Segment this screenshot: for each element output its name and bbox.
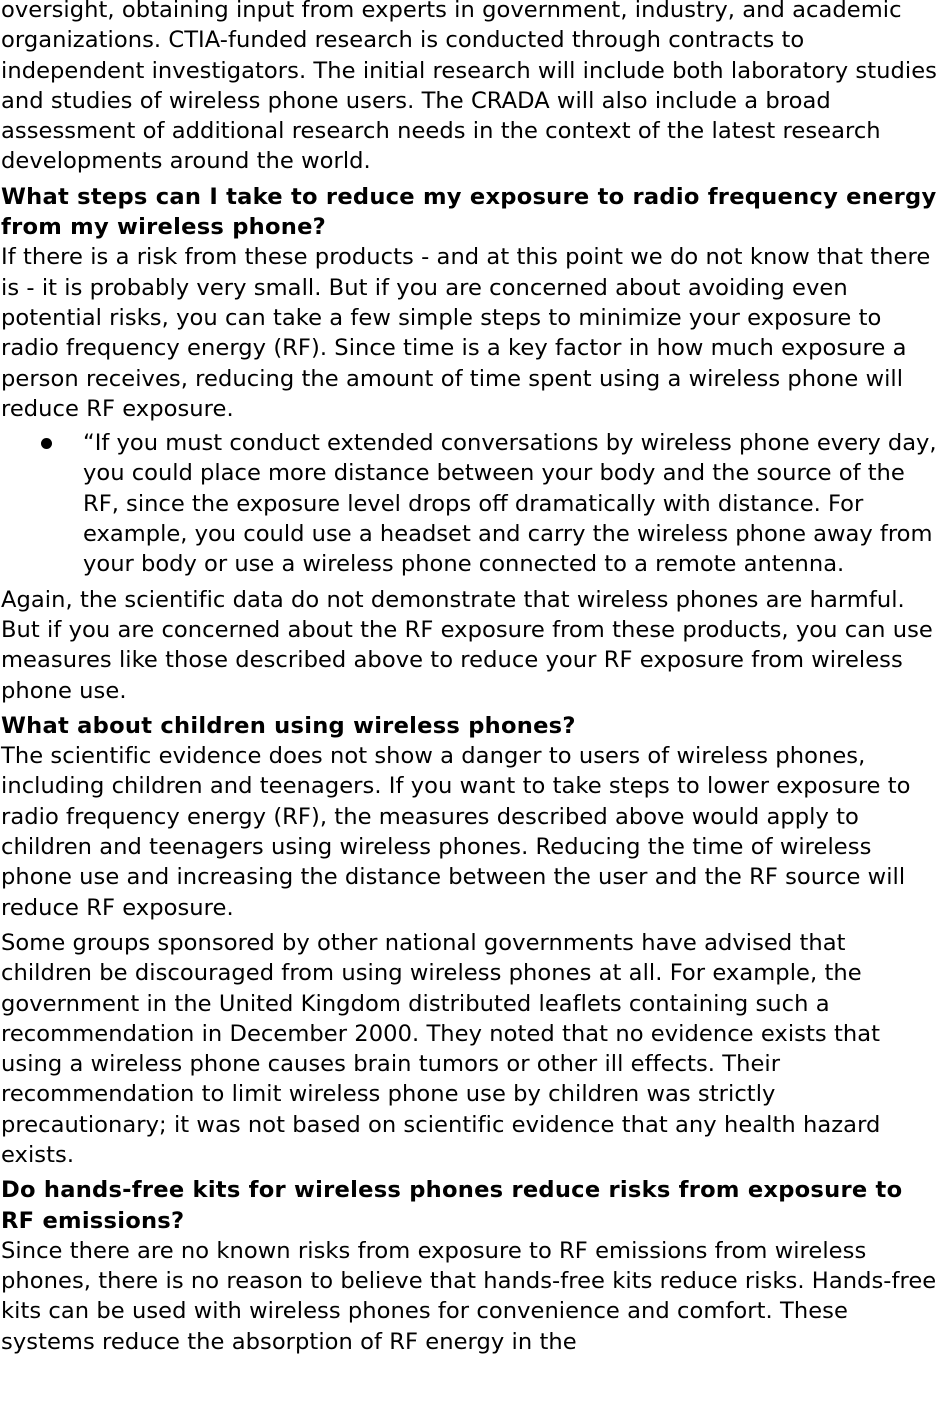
list-item-text: “If you must conduct extended conversations by wireless phone every day, you could place more distance between your body and the source of the RF, since the exposure level drops off dramatically with distance. For example, you could use a headset and carry the wireless phone away from your body or use a wireless phone connected to a remote antenna. [83, 430, 937, 578]
hands-free-paragraph: Since there are no known risks from exposure to RF emissions from wireless phones, there is no reason to believe that hands-free kits reduce risks. Hands-free kits can be used with wireless phones for convenience and comfort. These systems reduce the absorption of RF energy in the [1, 1237, 937, 1355]
children-paragraph-1: The scientific evidence does not show a danger to users of wireless phones, including children and teenagers. If you want to take steps to lower exposure to radio frequency energy (RF), the measures described above would apply to children and teenagers using wireless phones. Reducing the time of wireless phone use and increasing the distance between the user and the RF source will reduce RF exposure. [1, 743, 911, 921]
list-item [1, 428, 937, 579]
children-heading: What about children using wireless phones? [1, 712, 576, 739]
reduce-exposure-bullet-list [1, 428, 937, 579]
bullet-icon [41, 438, 52, 449]
document-page [1, 0, 937, 1357]
reduce-exposure-closing-paragraph: Again, the scientific data do not demonstrate that wireless phones are harmful. But if you are concerned about the RF exposure from these products, you can use measures like those described above to reduce your RF exposure from wireless phone use. [1, 586, 933, 704]
reduce-exposure-heading: What steps can I take to reduce my exposure to radio frequency energy from my wireless phone? [1, 183, 937, 241]
children-paragraph-2: Some groups sponsored by other national governments have advised that children be discouraged from using wireless phones at all. For example, the government in the United Kingdom distributed leaflets containing such a recommendation in December 2000. They noted that no evidence exists that using a wireless phone causes brain tumors or other ill effects. Their recommendation to limit wireless phone use by children was strictly precautionary; it was not based on scientific evidence that any health hazard exists. [1, 929, 881, 1168]
hands-free-heading: Do hands-free kits for wireless phones reduce risks from exposure to RF emissions? [1, 1177, 903, 1234]
reduce-exposure-paragraph: If there is a risk from these products - and at this point we do not know that there is - it is probably very small. But if you are concerned about avoiding even potential risks, you can take a few simple steps to minimize your exposure to radio frequency energy (RF). Since time is a key factor in how much exposure a person receives, reducing the amount of time spent using a wireless phone will reduce RF exposure. [1, 244, 931, 422]
intro-paragraph: oversight, obtaining input from experts in government, industry, and academic organizations. CTIA-funded research is conducted through contracts to independent investigators. The initial research will include both laboratory studies and studies of wireless phone users. The CRADA will also include a broad assessment of additional research needs in the context of the latest research developments around the world. [1, 0, 937, 175]
